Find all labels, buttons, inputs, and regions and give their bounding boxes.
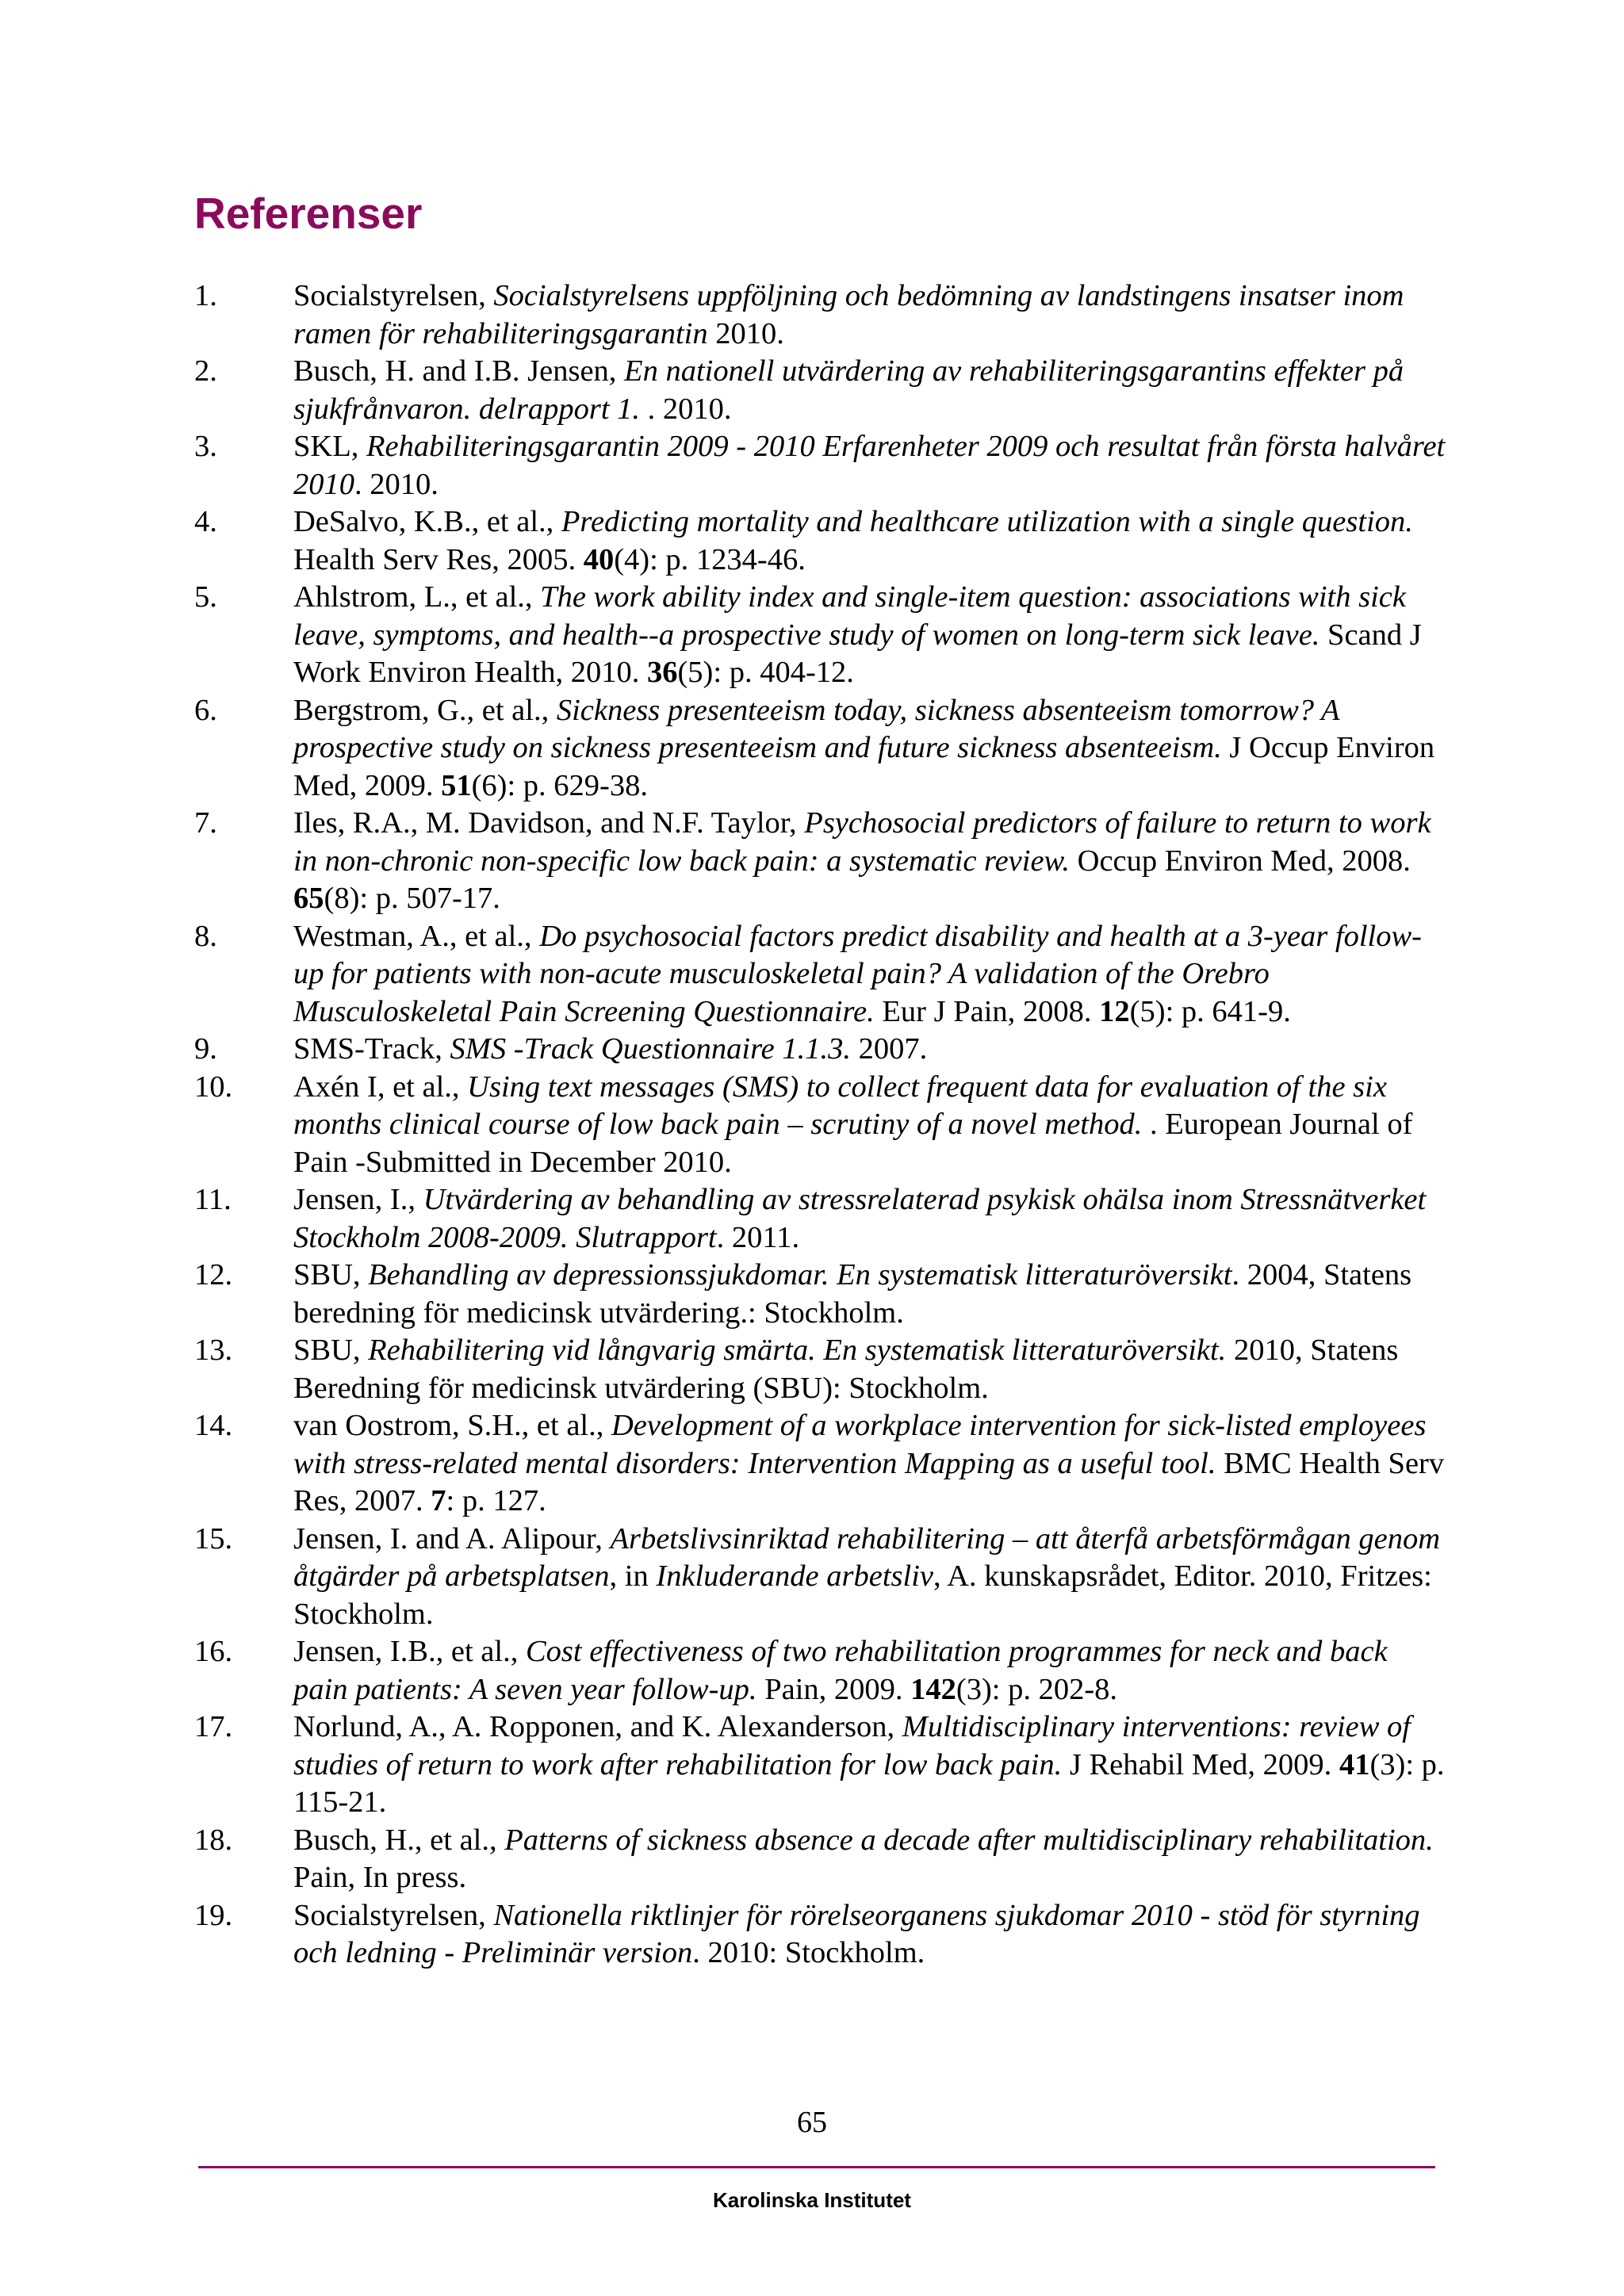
reference-number: 19.	[194, 1898, 233, 1932]
reference-volume: 142	[910, 1672, 956, 1706]
reference-title: Arbetslivsinriktad rehabilitering – att återfå arbetsförmågan genom åtgärder på arbetsplatsen	[293, 1521, 1441, 1593]
reference-number: 5.	[194, 580, 217, 614]
reference-segment: Health Serv Res, 2005.	[293, 542, 584, 576]
reference-segment: Jensen, I.B., et al.,	[293, 1635, 526, 1668]
reference-segment: . 2004, Statens beredning för medicinsk utvärdering.: Stockholm.	[293, 1258, 1412, 1330]
reference-item	[194, 1897, 1447, 1973]
reference-item	[194, 277, 1447, 353]
reference-item	[194, 1257, 1447, 1332]
reference-item	[194, 1031, 1447, 1069]
reference-number: 1.	[194, 279, 217, 312]
reference-title: Rehabiliteringsgarantin 2009 - 2010 Erfarenheter 2009 och resultat från första halvåret 2010	[293, 430, 1446, 501]
reference-item	[194, 1633, 1447, 1709]
reference-segment: . European Journal of Pain -Submitted in December 2010.	[293, 1108, 1413, 1179]
footer-organization: Karolinska Institutet	[713, 2188, 911, 2212]
reference-text	[293, 1635, 1388, 1706]
reference-volume: 65	[293, 882, 324, 915]
reference-title: En nationell utvärdering av rehabiliteringsgarantins effekter på sjukfrånvaron. delrapport 1.	[293, 354, 1404, 426]
reference-number: 18.	[194, 1823, 233, 1857]
reference-segment: Eur J Pain, 2008.	[874, 994, 1100, 1028]
reference-title: Rehabilitering vid långvarig smärta. En systematisk litteraturöversikt.	[368, 1334, 1227, 1367]
reference-segment: : p. 127.	[446, 1484, 546, 1517]
reference-title: Development of a workplace intervention for sick-listed employees with stress-related mental disorders: Intervention Mapping as a useful tool.	[293, 1409, 1427, 1480]
reference-title: Socialstyrelsens uppföljning och bedömning av landstingens insatser inom ramen för rehabiliteringsgarantin	[293, 279, 1404, 350]
reference-text	[293, 580, 1422, 689]
reference-title: Patterns of sickness absence a decade after multidisciplinary rehabilitation.	[504, 1823, 1434, 1857]
reference-number: 6.	[194, 693, 217, 727]
reference-text	[293, 1334, 1398, 1405]
reference-segment: (5): p. 404-12.	[677, 656, 854, 689]
reference-segment: Jensen, I. and A. Alipour,	[293, 1521, 611, 1556]
reference-segment: Ahlstrom, L., et al.,	[293, 580, 541, 614]
reference-segment: Occup Environ Med, 2008.	[1070, 844, 1411, 878]
reference-text	[293, 1258, 1411, 1330]
reference-number: 12.	[194, 1258, 233, 1292]
reference-segment: Iles, R.A., M. Davidson, and N.F. Taylor,	[293, 806, 805, 840]
reference-title: Nationella riktlinjer för rörelseorganens sjukdomar 2010 - stöd för styrning och ledning - Preliminär version	[293, 1898, 1420, 1969]
reference-text	[293, 1032, 927, 1066]
reference-number: 14.	[194, 1409, 233, 1442]
reference-segment: (6): p. 629-38.	[471, 768, 648, 802]
reference-segment: . 2010.	[354, 467, 439, 501]
reference-number: 17.	[194, 1710, 233, 1743]
reference-item	[194, 1709, 1447, 1822]
reference-title: Sickness presenteeism today, sickness absenteeism tomorrow? A prospective study on sickness presenteeism and future sickness absenteeism.	[293, 693, 1339, 764]
reference-text	[293, 1409, 1444, 1517]
reference-segment: Socialstyrelsen,	[293, 1898, 494, 1932]
reference-segment: (8): p. 507-17.	[324, 882, 500, 915]
reference-text	[293, 279, 1404, 350]
reference-segment: Scand J Work Environ Health, 2010.	[293, 618, 1422, 689]
reference-segment: . 2010: Stockholm.	[692, 1936, 925, 1969]
reference-volume: 40	[583, 542, 615, 576]
reference-title: Do psychosocial factors predict disability and health at a 3-year follow-up for patients with non-acute musculoskeletal pain? A validation of the Orebro Musculoskeletal Pain Screening Questionnaire.	[293, 919, 1422, 1028]
reference-number: 8.	[194, 919, 217, 953]
reference-segment: Pain, 2009.	[756, 1672, 911, 1706]
reference-volume: 41	[1339, 1747, 1370, 1781]
reference-segment: J Rehabil Med, 2009.	[1062, 1747, 1339, 1781]
reference-volume: 51	[441, 768, 472, 802]
reference-segment: , in	[609, 1559, 657, 1593]
reference-segment: BMC Health Serv Res, 2007.	[293, 1446, 1445, 1517]
reference-number: 9.	[194, 1032, 217, 1066]
reference-number: 16.	[194, 1635, 233, 1668]
reference-number: 4.	[194, 505, 217, 538]
reference-number: 3.	[194, 430, 217, 463]
reference-volume: 36	[646, 656, 678, 689]
reference-item	[194, 805, 1447, 918]
reference-segment: SBU,	[293, 1334, 369, 1367]
reference-volume: 7	[431, 1484, 446, 1517]
reference-segment: van Oostrom, S.H., et al.,	[293, 1409, 611, 1442]
reference-title: Psychosocial predictors of failure to return to work in non-chronic non-specific low back pain: a systematic review.	[293, 806, 1431, 878]
footer-divider	[198, 2166, 1435, 2168]
reference-segment: Socialstyrelsen,	[293, 279, 494, 312]
reference-text	[293, 694, 1434, 802]
reference-title: The work ability index and single-item question: associations with sick leave, symptoms, and health--a prospective study of women on long-term sick leave.	[293, 580, 1406, 652]
reference-text	[293, 1710, 1445, 1819]
reference-segment: Jensen, I.,	[293, 1183, 423, 1216]
reference-text	[293, 1899, 1420, 1970]
reference-item	[194, 1069, 1447, 1182]
reference-segment: Busch, H. and I.B. Jensen,	[293, 354, 625, 388]
reference-segment: (5): p. 641-9.	[1129, 994, 1291, 1028]
reference-item	[194, 918, 1447, 1031]
reference-text	[293, 1522, 1440, 1631]
reference-item	[194, 353, 1447, 428]
reference-segment: Westman, A., et al.,	[293, 919, 540, 953]
reference-segment: . 2011.	[716, 1220, 800, 1254]
reference-text	[293, 1823, 1434, 1895]
reference-number: 13.	[194, 1334, 233, 1367]
reference-segment: 2007.	[851, 1032, 928, 1066]
reference-segment: Axén I, et al.,	[293, 1070, 468, 1104]
reference-item	[194, 503, 1447, 579]
reference-segment: SBU,	[293, 1258, 369, 1292]
reference-segment: J Occup Environ Med, 2009.	[293, 731, 1435, 802]
reference-number: 11.	[194, 1183, 232, 1216]
reference-text	[293, 505, 1413, 576]
reference-segment: Norlund, A., A. Ropponen, and K. Alexanderson,	[293, 1710, 902, 1743]
reference-segment: DeSalvo, K.B., et al.,	[293, 505, 561, 538]
page-title: Referenser	[194, 189, 423, 238]
reference-text	[293, 806, 1431, 915]
reference-list	[194, 277, 1447, 1973]
reference-item	[194, 1181, 1447, 1257]
reference-number: 10.	[194, 1070, 233, 1104]
reference-item	[194, 428, 1447, 503]
reference-item	[194, 692, 1447, 806]
page-number: 65	[797, 2106, 827, 2139]
reference-title: SMS -Track Questionnaire 1.1.3.	[450, 1032, 851, 1066]
reference-item	[194, 1822, 1447, 1897]
reference-volume: 12	[1099, 994, 1130, 1028]
reference-segment: Bergstrom, G., et al.,	[293, 693, 557, 727]
reference-segment: 2010.	[707, 316, 784, 350]
reference-segment: (4): p. 1234-46.	[614, 542, 806, 576]
reference-segment: , A. kunskapsrådet, Editor. 2010, Fritzes: Stockholm.	[293, 1559, 1432, 1631]
reference-segment: SMS-Track,	[293, 1032, 450, 1066]
reference-segment: 2010, Statens Beredning för medicinsk utvärdering (SBU): Stockholm.	[293, 1334, 1399, 1405]
reference-title: Behandling av depressionssjukdomar. En systematisk litteraturöversikt	[368, 1258, 1232, 1292]
reference-text	[293, 1183, 1426, 1254]
reference-segment: Busch, H., et al.,	[293, 1823, 505, 1857]
reference-number: 7.	[194, 806, 217, 840]
reference-title: Cost effectiveness of two rehabilitation programmes for neck and back pain patients: A seven year follow-up.	[293, 1635, 1388, 1706]
reference-segment: . 2010.	[640, 392, 732, 426]
reference-text	[293, 1070, 1412, 1179]
reference-segment: Pain, In press.	[293, 1861, 467, 1894]
reference-number: 15.	[194, 1521, 233, 1556]
reference-item	[194, 579, 1447, 692]
reference-item	[194, 1407, 1447, 1521]
reference-segment: (3): p. 202-8.	[956, 1672, 1118, 1706]
reference-number: 2.	[194, 354, 217, 388]
reference-title: Predicting mortality and healthcare utilization with a single question.	[561, 505, 1413, 538]
reference-segment: (3): p. 115-21.	[293, 1747, 1445, 1819]
reference-text	[293, 354, 1404, 426]
reference-title: Utvärdering av behandling av stressrelaterad psykisk ohälsa inom Stressnätverket Stockholm 2008-2009. Slutrapport	[293, 1183, 1427, 1254]
reference-title: Multidisciplinary interventions: review of studies of return to work after rehabilitation for low back pain.	[293, 1710, 1411, 1781]
reference-text	[293, 920, 1422, 1028]
reference-item	[194, 1521, 1447, 1634]
reference-title: Using text messages (SMS) to collect frequent data for evaluation of the six months clinical course of low back pain – scrutiny of a novel method.	[293, 1070, 1387, 1141]
reference-item	[194, 1332, 1447, 1407]
reference-title: Inkluderande arbetsliv	[656, 1559, 933, 1593]
reference-text	[293, 430, 1445, 501]
reference-segment: SKL,	[293, 430, 366, 463]
